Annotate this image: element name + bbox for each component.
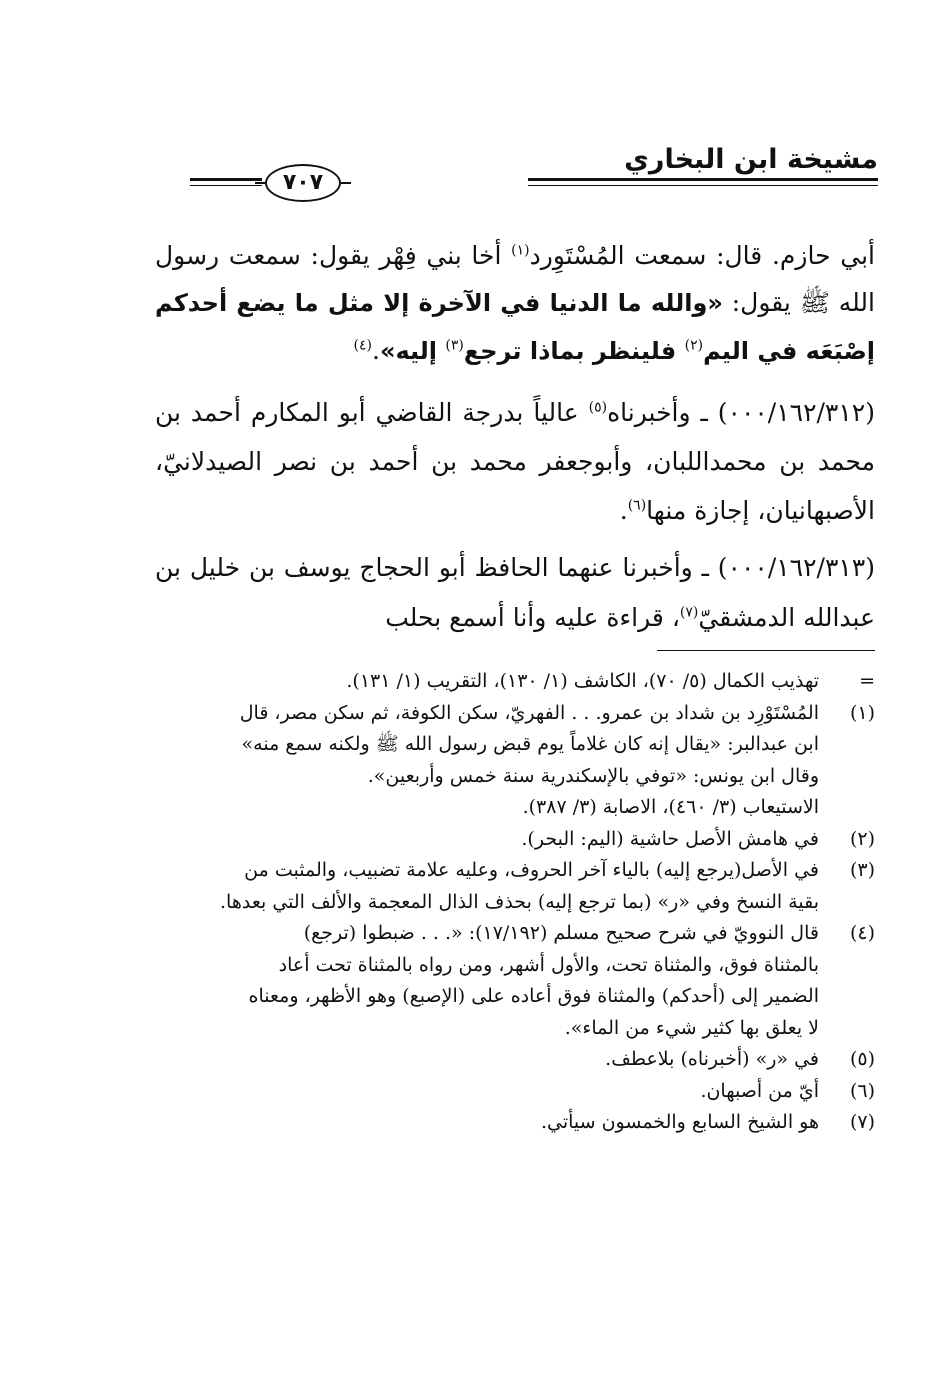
paragraph-isnad-312 bbox=[155, 388, 875, 535]
footnote-item bbox=[155, 1107, 875, 1139]
footnote-item bbox=[155, 855, 875, 918]
header-rule bbox=[528, 178, 878, 181]
text-run: عالياً بدرجة القاضي أبو المكارم أحمد بن محمد بن محمداللبان، وأبوجعفر محمد بن أحمد بن نصر الصيدلانيّ، الأصبهانيان، إجازة منها bbox=[155, 398, 875, 525]
hadith-text: «والله ما الدنيا في الآخرة إلا مثل ما يضع أحدكم إصْبَعَه في اليم bbox=[155, 289, 875, 365]
footnote-number: (٥) bbox=[849, 1048, 875, 1070]
text-run: . bbox=[371, 336, 380, 365]
header-rule bbox=[190, 178, 262, 181]
footnote-number: (٦) bbox=[849, 1079, 875, 1102]
footnote-item bbox=[155, 824, 875, 856]
footnote-number: (١) bbox=[849, 701, 875, 724]
page-number: ٧٠٧ bbox=[265, 164, 341, 202]
footnote-line: الضمير إلى (أحدكم) والمثناة فوق أعاده على (الإصبع) وهو الأظهر، ومعناه bbox=[248, 985, 819, 1007]
text-run: أخا بني فِهْر يقول: سمعت رسول الله ﷺ يقول: bbox=[155, 241, 875, 317]
footnote-line: في الأصل(يرجع إليه) بالياء آخر الحروف، وعليه علامة تضبيب، والمثبت من bbox=[244, 859, 819, 881]
footnote-ref: (٥) bbox=[588, 399, 608, 416]
text-run: ، قراءة عليه وأنا أسمع بحلب bbox=[385, 603, 680, 632]
footnote-line: قال النوويّ في شرح صحيح مسلم (١٧/١٩٢): «. . . ضبطوا (ترجع) bbox=[303, 922, 819, 944]
footnote-text bbox=[155, 918, 819, 1044]
footnote-line: بقية النسخ وفي «ر» (بما ترجع إليه) بحذف الذال المعجمة والألف التي بعدها. bbox=[220, 890, 819, 913]
footnote-item bbox=[155, 1076, 875, 1108]
footnote-line: لا يعلق بها كثير شيء من الماء». bbox=[564, 1016, 819, 1039]
footnote-line: وقال ابن يونس: «توفي بالإسكندرية سنة خمس وأربعين». bbox=[367, 764, 819, 787]
text-run: (٠٠٠/١٦٢/٣١٢) ـ وأخبرناه bbox=[607, 398, 875, 427]
hadith-text: فلينظر بماذا ترجع bbox=[463, 337, 685, 365]
footnote-text bbox=[155, 855, 819, 918]
running-header bbox=[178, 142, 878, 196]
header-rule bbox=[528, 185, 878, 186]
footnote-ref: (٧) bbox=[679, 604, 699, 621]
footnote-line: هو الشيخ السابع والخمسون سيأتي. bbox=[540, 1111, 819, 1133]
footnote-line: في هامش الأصل حاشية (اليم: البحر). bbox=[521, 827, 819, 850]
text-run: (٠٠٠/١٦٢/٣١٣) ـ وأخبرنا عنهما الحافظ أبو الحجاج يوسف بن خليل بن عبدالله الدمشقيّ bbox=[155, 553, 875, 632]
hadith-text: إليه» bbox=[379, 337, 446, 365]
footnote-line: المُسْتَوْرِد بن شداد بن عمرو. . . الفهريّ، سكن الكوفة، ثم سكن مصر، قال bbox=[239, 701, 819, 724]
footnote-ref: (١) bbox=[511, 242, 530, 259]
text-run: أبي حازم. قال: سمعت المُسْتَوِرد bbox=[529, 241, 875, 270]
footnote-text bbox=[155, 1107, 819, 1139]
footnote-line: في «ر» (أخبرناه) بلاعطف. bbox=[605, 1048, 819, 1070]
footnote-item bbox=[155, 698, 875, 824]
footnote-number: (٣) bbox=[849, 859, 875, 881]
paragraph-hadith bbox=[155, 232, 875, 375]
footnote-line: ابن عبدالبر: «يقال إنه كان غلاماً يوم قبض رسول الله ﷺ ولكنه سمع منه» bbox=[241, 733, 819, 755]
footnote-number: (٤) bbox=[849, 922, 875, 944]
footnote-ref: (٦) bbox=[627, 497, 647, 514]
footnote-item bbox=[155, 666, 875, 698]
footnote-number: (٢) bbox=[849, 827, 875, 850]
footnote-ref: (٣) bbox=[445, 337, 464, 354]
footnote-text bbox=[155, 666, 819, 698]
footnote-line: تهذيب الكمال (٥/ ٧٠)، الكاشف (١/ ١٣٠)، التقريب (١/ ١٣١). bbox=[346, 670, 819, 692]
header-rule bbox=[190, 185, 262, 186]
footnote-ref: (٢) bbox=[684, 337, 704, 354]
footnote-number: (٧) bbox=[849, 1111, 875, 1133]
footnote-line: أيّ من أصبهان. bbox=[700, 1079, 819, 1102]
text-run: . bbox=[619, 496, 628, 525]
footnote-item bbox=[155, 1044, 875, 1076]
footnote-text bbox=[155, 1076, 819, 1108]
footnote-item bbox=[155, 918, 875, 1044]
footnote-number: = bbox=[859, 670, 875, 692]
running-title: مشيخة ابن البخاري bbox=[624, 144, 878, 175]
footnote-line: الاستيعاب (٣/ ٤٦٠)، الاصابة (٣/ ٣٨٧). bbox=[522, 796, 819, 818]
footnote-text bbox=[155, 824, 819, 856]
footnote-text bbox=[155, 698, 819, 824]
footnote-text bbox=[155, 1044, 819, 1076]
footnote-separator bbox=[657, 650, 875, 651]
footnotes bbox=[155, 666, 875, 1139]
paragraph-isnad-313 bbox=[155, 543, 875, 643]
footnote-ref: (٤) bbox=[353, 337, 372, 354]
footnote-line: بالمثناة فوق، والمثناة تحت، والأول أشهر، ومن رواه بالمثناة تحت أعاد bbox=[278, 953, 819, 976]
